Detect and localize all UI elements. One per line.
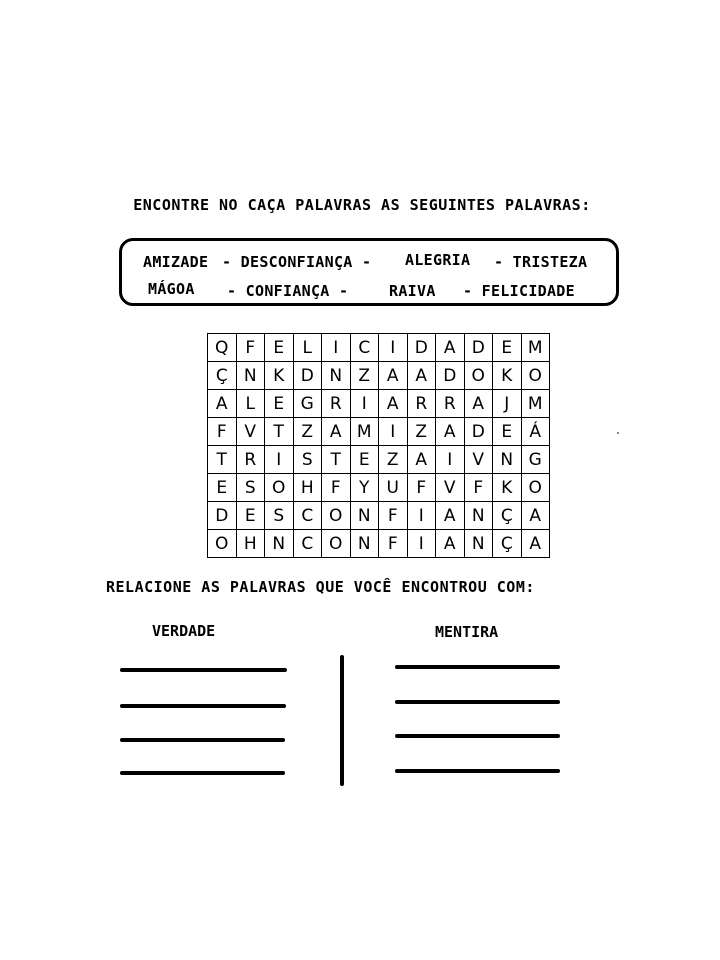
word-search-grid [207, 333, 550, 558]
grid-cell[interactable]: T [265, 418, 294, 446]
grid-cell[interactable]: V [436, 474, 465, 502]
grid-cell[interactable]: A [436, 334, 465, 362]
grid-cell[interactable]: A [407, 446, 436, 474]
grid-cell[interactable]: A [436, 502, 465, 530]
grid-cell[interactable]: K [493, 474, 522, 502]
grid-cell[interactable]: O [464, 362, 493, 390]
grid-cell[interactable]: N [464, 530, 493, 558]
grid-cell[interactable]: I [407, 530, 436, 558]
grid-cell[interactable]: A [208, 390, 237, 418]
word-felicidade: - FELICIDADE [463, 282, 575, 300]
word-tristeza: - TRISTEZA [494, 253, 588, 271]
grid-cell[interactable]: C [293, 530, 322, 558]
grid-cell[interactable]: I [379, 334, 408, 362]
grid-cell[interactable]: A [464, 390, 493, 418]
grid-cell[interactable]: T [322, 446, 351, 474]
grid-cell[interactable]: G [521, 446, 550, 474]
grid-cell[interactable]: D [293, 362, 322, 390]
grid-cell[interactable]: F [236, 334, 265, 362]
grid-cell[interactable]: N [350, 502, 379, 530]
grid-cell[interactable]: I [436, 446, 465, 474]
grid-cell[interactable]: R [236, 446, 265, 474]
answer-line-left-4[interactable] [120, 771, 285, 775]
answer-line-right-4[interactable] [395, 769, 560, 773]
grid-cell[interactable]: E [493, 418, 522, 446]
grid-cell[interactable]: Z [379, 446, 408, 474]
grid-cell[interactable]: R [436, 390, 465, 418]
grid-cell[interactable]: N [493, 446, 522, 474]
grid-cell[interactable]: Ç [208, 362, 237, 390]
grid-cell[interactable]: N [322, 362, 351, 390]
grid-cell[interactable]: E [265, 390, 294, 418]
grid-cell[interactable]: A [436, 418, 465, 446]
grid-cell[interactable]: C [293, 502, 322, 530]
grid-cell[interactable]: N [464, 502, 493, 530]
grid-cell[interactable]: Y [350, 474, 379, 502]
grid-cell[interactable]: L [293, 334, 322, 362]
grid-cell[interactable]: O [208, 530, 237, 558]
grid-cell[interactable]: I [379, 418, 408, 446]
word-raiva: RAIVA [389, 282, 436, 300]
grid-cell[interactable]: O [521, 474, 550, 502]
word-amizade: AMIZADE [143, 253, 209, 271]
grid-cell[interactable]: Á [521, 418, 550, 446]
grid-row [208, 446, 550, 474]
grid-cell[interactable]: U [379, 474, 408, 502]
grid-cell[interactable]: A [436, 530, 465, 558]
stray-mark [617, 432, 619, 434]
answer-line-right-3[interactable] [395, 734, 560, 738]
grid-row [208, 474, 550, 502]
grid-cell[interactable]: K [265, 362, 294, 390]
grid-cell[interactable]: O [322, 502, 351, 530]
grid-cell[interactable]: L [236, 390, 265, 418]
answer-line-left-3[interactable] [120, 738, 285, 742]
grid-cell[interactable]: F [208, 418, 237, 446]
grid-cell[interactable]: D [208, 502, 237, 530]
grid-cell[interactable]: I [265, 446, 294, 474]
grid-cell[interactable]: Q [208, 334, 237, 362]
grid-cell[interactable]: Ç [493, 502, 522, 530]
grid-cell[interactable]: F [407, 474, 436, 502]
grid-cell[interactable]: D [407, 334, 436, 362]
grid-cell[interactable]: D [464, 418, 493, 446]
grid-row [208, 390, 550, 418]
word-desconfianca: - DESCONFIANÇA - [222, 253, 372, 271]
column-mentira: MENTIRA [435, 623, 499, 641]
word-alegria: ALEGRIA [405, 251, 471, 269]
grid-cell[interactable]: I [407, 502, 436, 530]
grid-cell[interactable]: K [493, 362, 522, 390]
grid-cell[interactable]: A [521, 502, 550, 530]
grid-cell[interactable]: S [293, 446, 322, 474]
grid-cell[interactable]: R [407, 390, 436, 418]
grid-cell[interactable]: R [322, 390, 351, 418]
grid-cell[interactable]: E [350, 446, 379, 474]
grid-cell[interactable]: A [407, 362, 436, 390]
grid-cell[interactable]: V [464, 446, 493, 474]
grid-cell[interactable]: M [521, 334, 550, 362]
grid-cell[interactable]: S [265, 502, 294, 530]
grid-cell[interactable]: Ç [493, 530, 522, 558]
grid-cell[interactable]: H [236, 530, 265, 558]
grid-cell[interactable]: M [350, 418, 379, 446]
grid-cell[interactable]: A [379, 362, 408, 390]
grid-cell[interactable]: D [436, 362, 465, 390]
grid-cell[interactable]: J [493, 390, 522, 418]
grid-cell[interactable]: E [208, 474, 237, 502]
grid-cell[interactable]: H [293, 474, 322, 502]
word-magoa: MÁGOA [148, 280, 195, 298]
grid-cell[interactable]: O [265, 474, 294, 502]
grid-cell[interactable]: I [350, 390, 379, 418]
grid-row [208, 334, 550, 362]
grid-row [208, 418, 550, 446]
grid-cell[interactable]: F [379, 530, 408, 558]
grid-cell[interactable]: Z [293, 418, 322, 446]
column-verdade: VERDADE [152, 622, 216, 640]
grid-cell[interactable]: D [464, 334, 493, 362]
grid-cell[interactable]: N [350, 530, 379, 558]
grid-cell[interactable]: N [265, 530, 294, 558]
grid-cell[interactable]: E [265, 334, 294, 362]
grid-cell[interactable]: F [379, 502, 408, 530]
grid-cell[interactable]: M [521, 390, 550, 418]
grid-cell[interactable]: G [293, 390, 322, 418]
column-divider [340, 655, 344, 786]
grid-cell[interactable]: A [521, 530, 550, 558]
grid-cell[interactable]: O [322, 530, 351, 558]
grid-row [208, 502, 550, 530]
grid-row [208, 362, 550, 390]
grid-cell[interactable]: T [208, 446, 237, 474]
word-confianca: - CONFIANÇA - [227, 282, 349, 300]
grid-cell[interactable]: C [350, 334, 379, 362]
grid-cell[interactable]: S [236, 474, 265, 502]
answer-line-right-1[interactable] [395, 665, 560, 669]
title-text: ENCONTRE NO CAÇA PALAVRAS AS SEGUINTES PALAVRAS: [133, 196, 591, 214]
grid-cell[interactable]: I [322, 334, 351, 362]
grid-cell[interactable]: F [464, 474, 493, 502]
grid-cell[interactable]: V [236, 418, 265, 446]
relate-prompt: RELACIONE AS PALAVRAS QUE VOCÊ ENCONTROU COM: [106, 578, 535, 596]
worksheet-title [0, 196, 720, 214]
grid-cell[interactable]: E [493, 334, 522, 362]
grid-cell[interactable]: O [521, 362, 550, 390]
grid-row [208, 530, 550, 558]
grid-cell[interactable]: N [236, 362, 265, 390]
grid-cell[interactable]: F [322, 474, 351, 502]
grid-cell[interactable]: A [379, 390, 408, 418]
grid-cell[interactable]: A [322, 418, 351, 446]
answer-line-right-2[interactable] [395, 700, 560, 704]
grid-cell[interactable]: Z [350, 362, 379, 390]
answer-line-left-1[interactable] [120, 668, 287, 672]
answer-line-left-2[interactable] [120, 704, 286, 708]
grid-cell[interactable]: E [236, 502, 265, 530]
grid-cell[interactable]: Z [407, 418, 436, 446]
